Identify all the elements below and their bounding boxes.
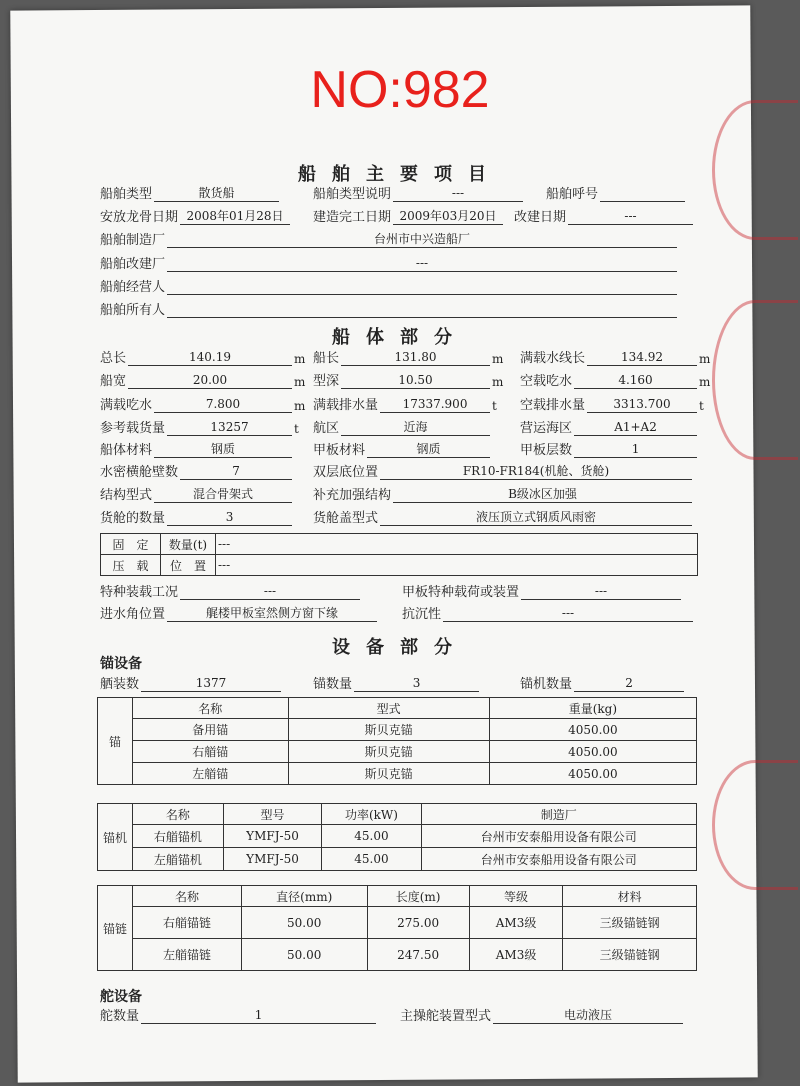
hull-field — [313, 371, 503, 389]
field-value: A1+A2 — [574, 419, 697, 436]
field-label: 满载吃水 — [100, 398, 153, 413]
field-label: 总长 — [100, 351, 127, 366]
table-row — [98, 825, 697, 848]
table-cell: 斯贝克锚 — [288, 741, 489, 763]
field-value: 1 — [574, 441, 697, 458]
field-unit: t — [699, 399, 704, 413]
field-flood-angle: 进水角位置 艉楼甲板室然侧方窗下缘 — [100, 604, 379, 622]
field-value: 13257 — [167, 419, 292, 436]
hull-field — [313, 418, 492, 436]
table-row — [98, 907, 697, 939]
field-value: 液压顶立式钢质风雨密 — [380, 509, 692, 526]
section-title-hull: 船体部分 — [332, 327, 468, 348]
field-value: 17337.900 — [380, 396, 490, 413]
table-header-cell: 名称 — [133, 698, 289, 719]
table-cell: 右艏锚链 — [133, 907, 242, 939]
field-value: 7.800 — [154, 396, 292, 413]
hull-field — [100, 508, 294, 526]
field-label: 船长 — [313, 351, 340, 366]
field-value: 10.50 — [341, 372, 490, 389]
field-unsinkability: 抗沉性 --- — [402, 604, 695, 622]
field-rudder-count: 舵数量 1 — [100, 1006, 378, 1024]
field-unit: t — [294, 422, 299, 436]
table-cell: 4050.00 — [489, 719, 696, 741]
field-unit: m — [294, 399, 306, 413]
field-value: 7 — [180, 463, 292, 480]
field-label: 甲板材料 — [313, 443, 366, 458]
table-cell: AM3级 — [469, 907, 563, 939]
field-label: 营运海区 — [520, 421, 573, 436]
field-unit: m — [294, 375, 306, 389]
anchor-table — [97, 697, 697, 785]
hull-field — [520, 440, 699, 458]
table-header-cell: 功率(kW) — [322, 804, 421, 825]
table-header-cell: 名称 — [133, 886, 242, 907]
chain-table — [97, 885, 697, 971]
table-cell: YMFJ-50 — [223, 848, 322, 871]
hull-field — [100, 371, 305, 389]
ballast-table: 固 定 数量(t) --- 压 载 位 置 --- — [100, 533, 698, 576]
table-header-row — [98, 886, 697, 907]
field-complete-date: 建造完工日期 2009年03月20日 — [313, 207, 505, 225]
hull-field — [100, 440, 294, 458]
field-unit: t — [492, 399, 497, 413]
field-operator: 船舶经营人 — [100, 277, 679, 295]
table-cell: 50.00 — [241, 939, 367, 971]
table-cell: 右艏锚机 — [133, 825, 224, 848]
table-cell: YMFJ-50 — [223, 825, 322, 848]
field-unit: m — [699, 352, 711, 366]
field-unit: m — [492, 352, 504, 366]
field-unit: m — [294, 352, 306, 366]
field-label: 船宽 — [100, 374, 127, 389]
field-outfit-no: 舾装数 1377 — [100, 674, 283, 692]
table-row-label: 锚 — [98, 698, 133, 785]
field-value: 131.80 — [341, 349, 490, 366]
field-label: 补充加强结构 — [313, 488, 392, 503]
document-number: NO:982 — [310, 61, 490, 119]
field-unit: m — [492, 375, 504, 389]
field-steering-type: 主操舵装置型式 电动液压 — [400, 1006, 685, 1024]
field-value: 近海 — [341, 419, 490, 436]
table-row-label: 锚链 — [98, 886, 133, 971]
field-label: 空载吃水 — [520, 374, 573, 389]
field-rebuild-date: 改建日期 --- — [514, 207, 695, 225]
field-label: 结构型式 — [100, 488, 153, 503]
field-owner: 船舶所有人 — [100, 300, 679, 318]
table-cell: 247.50 — [367, 939, 469, 971]
table-row-label: 锚机 — [98, 804, 133, 871]
table-cell: 左艏锚链 — [133, 939, 242, 971]
field-keel-date: 安放龙骨日期 2008年01月28日 — [100, 207, 292, 225]
field-label: 型深 — [313, 374, 340, 389]
hull-field — [100, 395, 305, 413]
hull-field — [100, 348, 305, 366]
table-row — [98, 719, 697, 741]
field-deck-special: 甲板特种载荷或装置 --- — [402, 582, 683, 600]
field-ship-type: 船舶类型 散货船 — [100, 184, 281, 202]
table-cell: 斯贝克锚 — [288, 763, 489, 785]
hull-field — [313, 462, 694, 480]
field-windlass-count: 锚机数量 2 — [520, 674, 686, 692]
table-cell: 右艏锚 — [133, 741, 289, 763]
table-cell: 三级锚链钢 — [563, 939, 697, 971]
hull-field — [520, 371, 710, 389]
field-label: 满载排水量 — [313, 398, 379, 413]
field-label: 船体材料 — [100, 443, 153, 458]
table-row — [98, 939, 697, 971]
table-cell: 斯贝克锚 — [288, 719, 489, 741]
field-value: 钢质 — [154, 441, 292, 458]
hull-field — [313, 348, 503, 366]
field-anchor-count: 锚数量 3 — [313, 674, 481, 692]
table-row — [98, 848, 697, 871]
rudder-section-heading: 舵设备 — [100, 989, 142, 1005]
table-header-row — [98, 804, 697, 825]
hull-field — [313, 485, 694, 503]
table-cell: AM3级 — [469, 939, 563, 971]
table-row — [98, 763, 697, 785]
table-cell: 三级锚链钢 — [563, 907, 697, 939]
table-cell: 台州市安泰船用设备有限公司 — [421, 848, 696, 871]
field-value: 混合骨架式 — [154, 486, 292, 503]
field-label: 双层底位置 — [313, 465, 379, 480]
hull-field — [313, 508, 694, 526]
field-rebuilder: 船舶改建厂 --- — [100, 254, 679, 272]
official-seal — [712, 760, 798, 890]
anchor-section-heading: 锚设备 — [100, 656, 142, 672]
table-cell: 275.00 — [367, 907, 469, 939]
table-cell: 备用锚 — [133, 719, 289, 741]
field-label: 参考载货量 — [100, 421, 166, 436]
table-header-cell: 重量(kg) — [489, 698, 696, 719]
table-cell: 45.00 — [322, 848, 421, 871]
field-builder: 船舶制造厂 台州市中兴造船厂 — [100, 230, 679, 248]
table-cell: 4050.00 — [489, 741, 696, 763]
table-cell: 左艏锚 — [133, 763, 289, 785]
table-header-cell: 直径(mm) — [241, 886, 367, 907]
hull-field — [520, 348, 710, 366]
field-value: 3313.700 — [587, 396, 697, 413]
table-header-cell: 型式 — [288, 698, 489, 719]
hull-field — [313, 395, 497, 413]
field-unit: m — [699, 375, 711, 389]
table-row — [98, 741, 697, 763]
table-header-cell: 名称 — [133, 804, 224, 825]
field-value: 3 — [167, 509, 292, 526]
table-header-row — [98, 698, 697, 719]
field-value: 钢质 — [367, 441, 490, 458]
table-header-cell: 长度(m) — [367, 886, 469, 907]
field-label: 空载排水量 — [520, 398, 586, 413]
table-cell: 左艏锚机 — [133, 848, 224, 871]
table-cell: 50.00 — [241, 907, 367, 939]
table-header-cell: 等级 — [469, 886, 563, 907]
field-call-sign: 船舶呼号 — [546, 184, 687, 202]
field-value: B级冰区加强 — [393, 486, 692, 503]
section-title-equipment: 设备部分 — [332, 637, 468, 658]
table-header-cell: 制造厂 — [421, 804, 696, 825]
field-label: 水密横舱壁数 — [100, 465, 179, 480]
field-special-load: 特种装载工况 --- — [100, 582, 362, 600]
field-label: 货舱的数量 — [100, 511, 166, 526]
field-value: FR10-FR184(机舱、货舱) — [380, 463, 692, 480]
table-header-cell: 材料 — [563, 886, 697, 907]
field-label: 满载水线长 — [520, 351, 586, 366]
field-value: 4.160 — [574, 372, 697, 389]
windlass-table — [97, 803, 697, 871]
hull-field — [100, 418, 299, 436]
table-cell: 4050.00 — [489, 763, 696, 785]
table-header-cell: 型号 — [223, 804, 322, 825]
hull-field — [520, 418, 699, 436]
field-value: 140.19 — [128, 349, 292, 366]
table-cell: 45.00 — [322, 825, 421, 848]
hull-field — [100, 462, 294, 480]
hull-field — [100, 485, 294, 503]
section-title-main: 船舶主要项目 — [298, 164, 502, 185]
field-value: 134.92 — [587, 349, 697, 366]
field-label: 甲板层数 — [520, 443, 573, 458]
hull-field — [520, 395, 704, 413]
table-cell: 台州市安泰船用设备有限公司 — [421, 825, 696, 848]
field-type-desc: 船舶类型说明 --- — [313, 184, 525, 202]
hull-field — [313, 440, 492, 458]
field-label: 航区 — [313, 421, 340, 436]
field-value: 20.00 — [128, 372, 292, 389]
field-label: 货舱盖型式 — [313, 511, 379, 526]
